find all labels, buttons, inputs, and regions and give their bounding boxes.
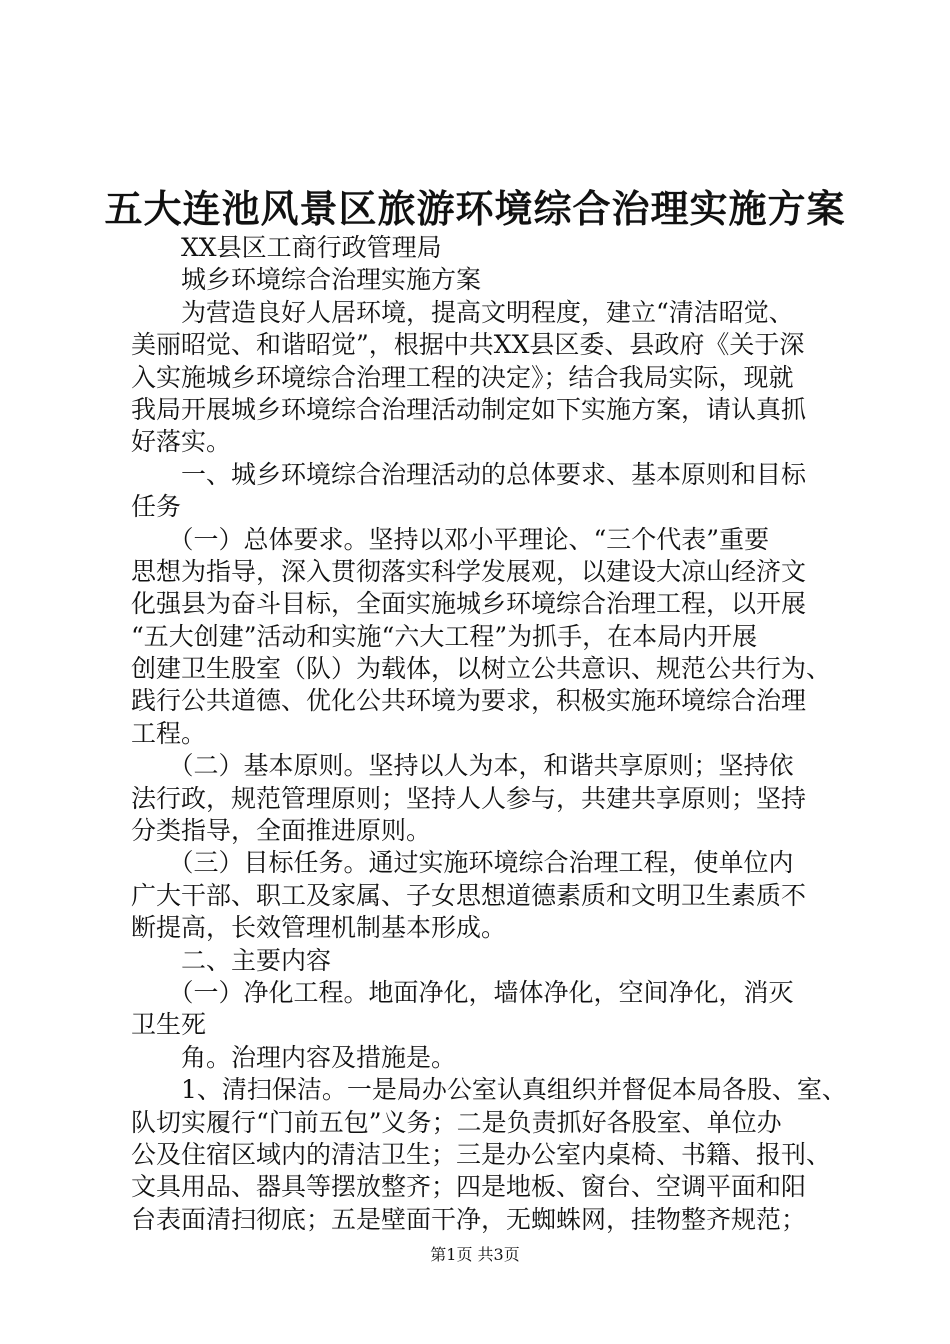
document-title: 五大连池风景区旅游环境综合治理实施方案 xyxy=(104,186,846,231)
text-line: 我局开展城乡环境综合治理活动制定如下实施方案，请认真抓 xyxy=(131,394,807,424)
text-line: （一）总体要求。坚持以邓小平理论、“三个代表”重要 xyxy=(131,524,770,554)
text-line: 断提高，长效管理机制基本形成。 xyxy=(131,913,507,943)
text-line: 台表面清扫彻底；五是壁面干净，无蜘蛛网，挂物整齐规范； xyxy=(131,1204,807,1234)
text-line: 为营造良好人居环境，提高文明程度，建立“清洁昭觉、 xyxy=(131,297,794,327)
text-line: 城乡环境综合治理实施方案 xyxy=(131,265,482,295)
text-line: 卫生死 xyxy=(131,1010,207,1040)
page-number: 第1页 共3页 xyxy=(430,1245,520,1264)
text-line: 思想为指导，深入贯彻落实科学发展观，以建设大凉山经济文 xyxy=(131,556,807,586)
document-body xyxy=(131,232,847,1236)
text-line: 创建卫生股室（队）为载体，以树立公共意识、规范公共行为、 xyxy=(131,654,832,684)
text-line: 公及住宿区域内的清洁卫生；三是办公室内桌椅、书籍、报刊、 xyxy=(131,1139,832,1169)
text-line: XX县区工商行政管理局 xyxy=(131,233,442,262)
text-line: 任务 xyxy=(131,492,182,522)
text-line: 美丽昭觉、和谐昭觉”，根据中共XX县区委、县政府《关于深 xyxy=(131,330,805,360)
text-line: （二）基本原则。坚持以人为本，和谐共享原则；坚持依 xyxy=(131,751,794,781)
text-line: 入实施城乡环境综合治理工程的决定》；结合我局实际，现就 xyxy=(131,362,794,392)
text-line: 队切实履行“门前五包”义务；二是负责抓好各股室、单位办 xyxy=(131,1107,782,1137)
text-line: 角。治理内容及措施是。 xyxy=(131,1042,457,1072)
text-line: 好落实。 xyxy=(131,427,232,457)
text-line: 广大干部、职工及家属、子女思想道德素质和文明卫生素质不 xyxy=(131,880,807,910)
text-line: 化强县为奋斗目标，全面实施城乡环境综合治理工程，以开展 xyxy=(131,589,807,619)
text-line: 一、城乡环境综合治理活动的总体要求、基本原则和目标 xyxy=(131,459,807,489)
text-line: 二、主要内容 xyxy=(131,945,332,975)
text-line: 分类指导，全面推进原则。 xyxy=(131,816,432,846)
text-line: （三）目标任务。通过实施环境综合治理工程，使单位内 xyxy=(131,848,794,878)
text-line: “五大创建”活动和实施“六大工程”为抓手，在本局内开展 xyxy=(131,621,758,651)
text-line: （一）净化工程。地面净化，墙体净化，空间净化，消灭 xyxy=(131,977,794,1007)
text-line: 践行公共道德、优化公共环境为要求，积极实施环境综合治理 xyxy=(131,686,807,716)
text-line: 文具用品、器具等摆放整齐；四是地板、窗台、空调平面和阳 xyxy=(131,1172,807,1202)
text-line: 1、清扫保洁。一是局办公室认真组织并督促本局各股、室、 xyxy=(131,1075,847,1105)
text-line: 工程。 xyxy=(131,718,207,748)
text-line: 法行政，规范管理原则；坚持人人参与，共建共享原则；坚持 xyxy=(131,783,807,813)
